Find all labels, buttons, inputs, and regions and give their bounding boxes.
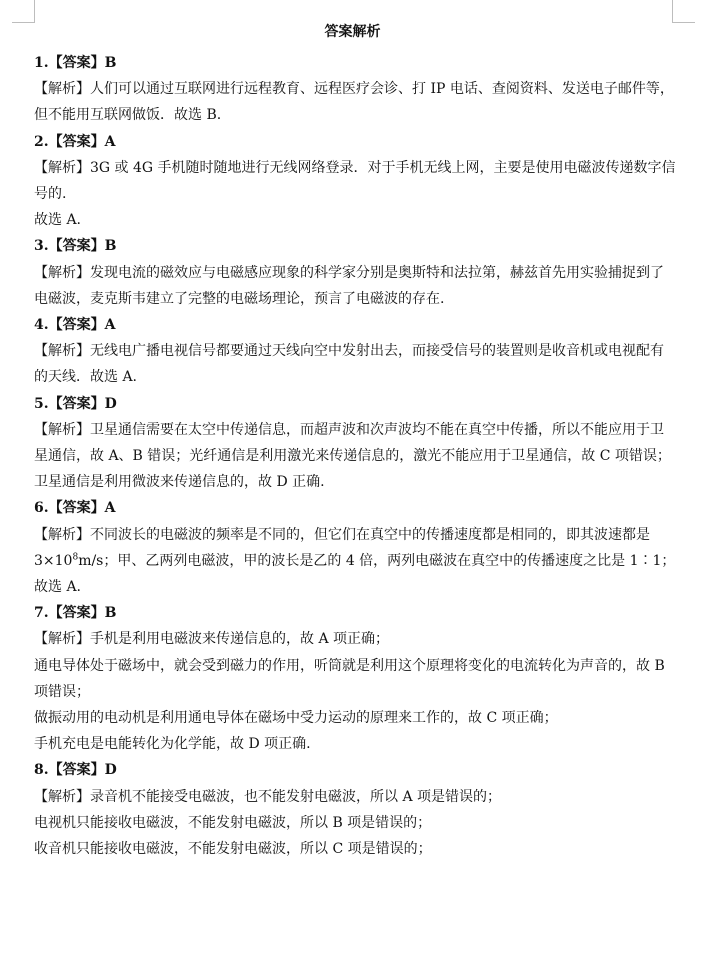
document-body [34, 50, 676, 862]
analysis-paragraph-4: 【解析】无线电广播电视信号都要通过天线向空中发射出去，而接受信号的装置则是收音机或电视配有的天线．故选 A. [34, 343, 664, 386]
analysis-paragraph-3: 【解析】发现电流的磁效应与电磁感应现象的科学家分别是奥斯特和法拉第，赫兹首先用实验捕捉到了电磁波，麦克斯韦建立了完整的电磁场理论，预言了电磁波的存在. [34, 264, 664, 307]
analysis-paragraph-5: 【解析】卫星通信需要在太空中传递信息，而超声波和次声波均不能在真空中传播，所以不能应用于卫星通信，故 A、B 错误；光纤通信是利用激光来传递信息的，激光不能应用于卫星通信，故 C 项错误；卫星通信是利用微波来传递信息的，故 D 正确. [34, 421, 671, 491]
analysis-paragraph-8b: 电视机只能接收电磁波，不能发射电磁波，所以 B 项是错误的； [34, 814, 432, 831]
page-title: 答案解析 [324, 24, 381, 40]
exponent: 8 [72, 552, 79, 563]
analysis-paragraph-6 [34, 522, 676, 601]
answer-line-2: 2.【答案】A [34, 133, 116, 150]
analysis-paragraph-7b: 通电导体处于磁场中，就会受到磁力的作用，听筒就是利用这个原理将变化的电流转化为声音的，故 B 项错误； [34, 657, 665, 700]
answer-line-8: 8.【答案】D [34, 762, 117, 779]
answer-line-6: 6.【答案】A [34, 500, 116, 517]
analysis-paragraph-7d: 手机充电是电能转化为化学能，故 D 项正确. [34, 736, 311, 753]
answer-line-4: 4.【答案】A [34, 317, 116, 334]
answer-line-7: 7.【答案】B [34, 605, 117, 622]
analysis-6-post: m/s；甲、乙两列电磁波，甲的波长是乙的 4 倍，两列电磁波在真空中的传播速度之比是 1∶1；故选 A. [34, 552, 676, 596]
analysis-paragraph-8c: 收音机只能接收电磁波，不能发射电磁波，所以 C 项是错误的； [34, 841, 432, 858]
analysis-paragraph-7a: 【解析】手机是利用电磁波来传递信息的，故 A 项正确； [34, 631, 390, 648]
analysis-paragraph-2: 【解析】3G 或 4G 手机随时随地进行无线网络登录．对于手机无线上网，主要是使用电磁波传递数字信号的. [34, 159, 676, 203]
crop-mark-top-left [12, 0, 35, 23]
analysis-paragraph-7c: 做振动用的电动机是利用通电导体在磁场中受力运动的原理来工作的，故 C 项正确； [34, 710, 558, 727]
analysis-6-pre: 【解析】不同波长的电磁波的频率是不同的，但它们在真空中的传播速度都是相同的，即其波速都是 3×10 [34, 526, 650, 569]
answer-line-3: 3.【答案】B [34, 238, 117, 255]
analysis-conclusion-2: 故选 A. [34, 212, 82, 229]
crop-mark-top-right [672, 0, 695, 23]
analysis-paragraph-1: 【解析】人们可以通过互联网进行远程教育、远程医疗会诊、打 IP 电话、查阅资料、发送电子邮件等，但不能用互联网做饭．故选 B. [34, 81, 674, 124]
answer-line-5: 5.【答案】D [34, 395, 117, 412]
analysis-paragraph-8a: 【解析】录音机不能接受电磁波，也不能发射电磁波，所以 A 项是错误的； [34, 788, 502, 805]
answer-line-1: 1.【答案】B [34, 55, 117, 71]
